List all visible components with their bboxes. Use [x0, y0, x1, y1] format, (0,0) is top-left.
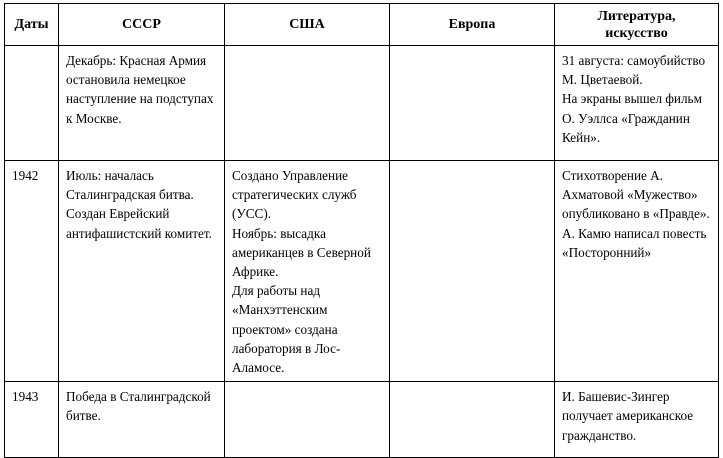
column-header-literature — [555, 4, 719, 46]
column-header-literature-line1: Литература, — [597, 8, 676, 24]
cell-literature — [555, 382, 719, 458]
cell-paragraph: И. Башевис-Зингер получает американское гражданство. — [562, 389, 694, 443]
column-header-literature-line2: искусство — [605, 25, 668, 41]
cell-date: 1943 — [5, 382, 59, 458]
cell-paragraph: Для работы над «Манхэттенским проектом» создана лаборатория в Лос-Аламосе. — [232, 283, 341, 376]
cell-paragraph: На экраны вышел фильм О. Уэллса «Гражданин Кейн». — [562, 91, 702, 145]
table-header — [5, 4, 719, 46]
cell-ussr — [59, 46, 225, 161]
cell-paragraph: Создан Еврейский антифашистский комитет. — [66, 206, 212, 241]
cell-usa — [225, 161, 390, 382]
cell-ussr — [59, 161, 225, 382]
cell-paragraph: Июль: началась Сталинградская битва. — [66, 168, 194, 203]
cell-paragraph: Декабрь: Красная Армия остановила немецкое наступление на подступах к Москве. — [66, 53, 214, 126]
table-row — [5, 161, 719, 382]
cell-paragraph: Ноябрь: высадка американцев в Северной Африке. — [232, 225, 371, 280]
table-body — [5, 46, 719, 458]
cell-date — [5, 46, 59, 161]
column-header-ussr: СССР — [59, 4, 225, 46]
cell-literature — [555, 161, 719, 382]
column-header-dates: Даты — [5, 4, 59, 46]
cell-europe — [390, 46, 555, 161]
cell-ussr — [59, 382, 225, 458]
cell-paragraph: 31 августа: самоубийство М. Цветаевой. — [562, 53, 706, 88]
column-header-europe: Европа — [390, 4, 555, 46]
cell-europe — [390, 382, 555, 458]
column-header-usa: США — [225, 4, 390, 46]
cell-literature — [555, 46, 719, 161]
cell-paragraph: Стихотворение А. Ахматовой «Мужество» опубликовано в «Правде». — [562, 168, 710, 222]
cell-europe — [390, 161, 555, 382]
table-row — [5, 46, 719, 161]
cell-usa — [225, 46, 390, 161]
table-row — [5, 382, 719, 458]
cell-paragraph: Победа в Сталинградской битве. — [66, 389, 211, 424]
cell-date: 1942 — [5, 161, 59, 382]
cell-paragraph: А. Камю написал повесть «Посторонний» — [562, 225, 707, 260]
cell-usa — [225, 382, 390, 458]
chronology-table — [4, 3, 719, 458]
cell-paragraph: Создано Управление стратегических служб (УСС). — [232, 168, 357, 222]
header-row — [5, 4, 719, 46]
